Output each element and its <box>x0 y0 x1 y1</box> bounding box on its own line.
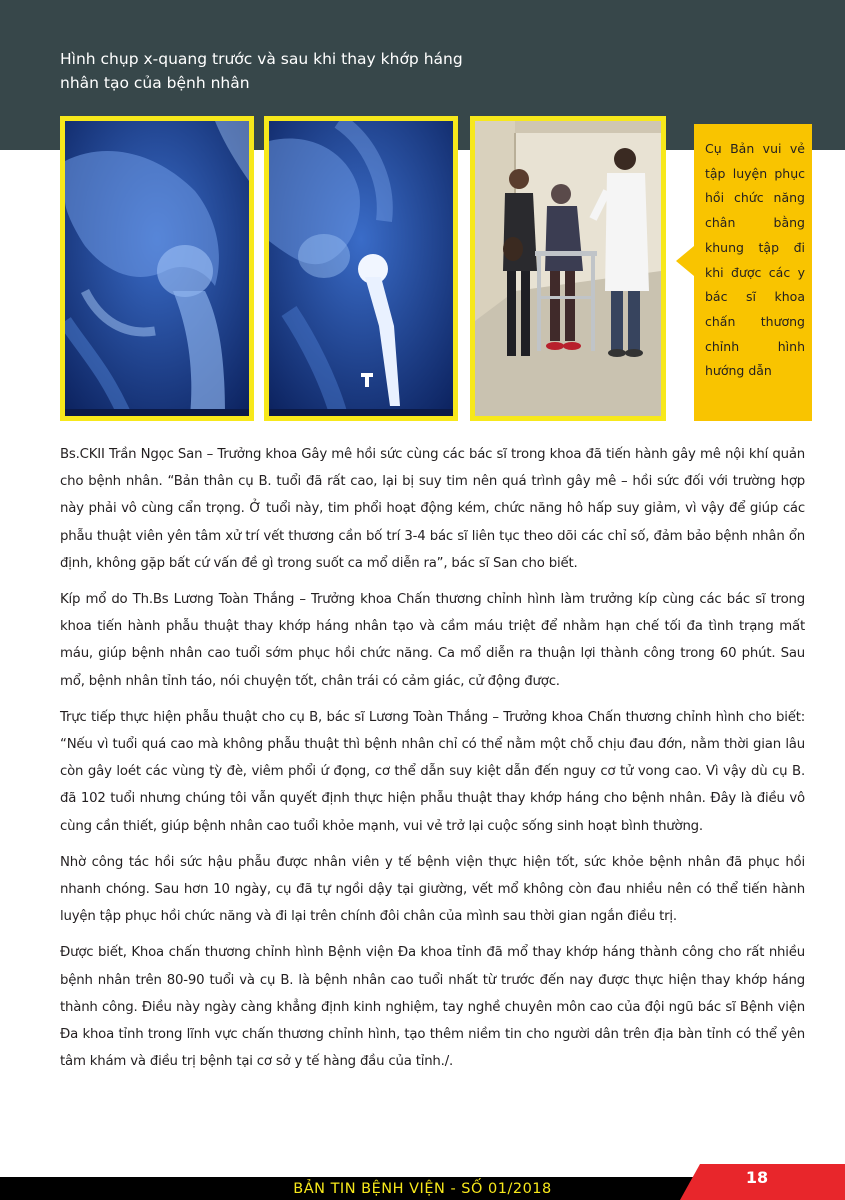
page-footer <box>0 1164 845 1200</box>
article-paragraph: Nhờ công tác hồi sức hậu phẫu được nhân viên y tế bệnh viện thực hiện tốt, sức khỏe bệnh nhân đã phục hồi nhanh chóng. Sau hơn 10 ngày, cụ đã tự ngồi dậy tại giường, vết mổ không còn đau nhiều nên có thể tiến hành luyện tập phục hồi chức năng và đi lại trên chính đôi chân của mình sau thời gian ngắn điều trị. <box>60 854 805 925</box>
photo-caption: Hình chụp x-quang trước và sau khi thay khớp háng nhân tạo của bệnh nhân <box>60 50 463 92</box>
xray-before-image <box>65 121 249 416</box>
article-paragraph: Kíp mổ do Th.Bs Lương Toàn Thắng – Trưởng khoa Chấn thương chỉnh hình làm trưởng kíp cùng các bác sĩ trong khoa tiến hành phẫu thuật thay khớp háng nhân tạo và cầm máu triệt để nhằm hạn chế tối đa tình trạng mất máu, giúp bệnh nhân cao tuổi sớm phục hồi chức năng. Ca mổ diễn ra thuận lợi thành công trong 60 phút. Sau mổ, bệnh nhân tỉnh táo, nói chuyện tốt, chân trái có cảm giác, cử động được. <box>60 592 805 689</box>
photo-callout <box>676 124 812 421</box>
xray-before-photo <box>60 116 254 421</box>
rehab-photo <box>470 116 666 421</box>
article-paragraph: Trực tiếp thực hiện phẫu thuật cho cụ B, bác sĩ Lương Toàn Thắng – Trưởng khoa Chấn thương chỉnh hình cho biết: “Nếu vì tuổi quá cao mà không phẫu thuật thì bệnh nhân chỉ có thể nằm một chỗ chịu đau đớn, nằm thời gian lâu còn gây loét các vùng tỳ đè, viêm phổi ứ đọng, cơ thể dẫn suy kiệt dẫn đến nguy cơ tử vong cao. Vì vậy dù cụ B. đã 102 tuổi nhưng chúng tôi vẫn quyết định thực hiện phẫu thuật thay khớp háng cho bệnh nhân. Đây là điều vô cùng cần thiết, giúp bệnh nhân cao tuổi khỏe mạnh, vui vẻ trở lại cuộc sống sinh hoạt bình thường. <box>60 709 805 834</box>
article-paragraph: Bs.CKII Trần Ngọc San – Trưởng khoa Gây mê hồi sức cùng các bác sĩ trong khoa đã tiến hành gây mê nội khí quản cho bệnh nhân. “Bản thân cụ B. tuổi đã rất cao, lại bị suy tim nên quá trình gây mê – hồi sức đối với trường hợp này phải vô cùng cẩn trọng. Ở tuổi này, tim phổi hoạt động kém, chức năng hô hấp suy giảm, vì vậy để giúp các phẫu thuật viên yên tâm xử trí vết thương cần bố trí 3-4 bác sĩ liên tục theo dõi các chỉ số, đảm bảo bệnh nhân ổn định, không gặp bất cứ vấn đề gì trong suốt ca mổ diễn ra”, bác sĩ San cho biết. <box>60 447 805 571</box>
xray-after-photo <box>264 116 458 421</box>
page-number: 18 <box>745 1168 769 1187</box>
article-paragraph: Được biết, Khoa chấn thương chỉnh hình Bệnh viện Đa khoa tỉnh đã mổ thay khớp háng thành công cho rất nhiều bệnh nhân trên 80-90 tuổi và cụ B. là bệnh nhân cao tuổi nhất từ trước đến nay được thực hiện thay khớp háng thành công. Điều này ngày càng khẳng định kinh nghiệm, tay nghề chuyên môn cao của đội ngũ bác sĩ Bệnh viện Đa khoa tỉnh trong lĩnh vực chấn thương chỉnh hình, tạo thêm niềm tin cho người dân trên địa bàn tỉnh có thể yên tâm khám và điều trị bệnh tại cơ sở y tế hàng đầu của tỉnh./. <box>60 945 805 1070</box>
callout-text: Cụ Bản vui vẻ tập luyện phục hồi chức năng chân bằng khung tập đi khi được các y bác sĩ khoa chấn thương chỉnh hình hướng dẫn <box>705 141 805 379</box>
article-body <box>60 441 805 1084</box>
newsletter-title: BẢN TIN BỆNH VIỆN - SỐ 01/2018 <box>293 1181 552 1197</box>
rehab-photo-image <box>475 121 661 416</box>
xray-after-image <box>269 121 453 416</box>
